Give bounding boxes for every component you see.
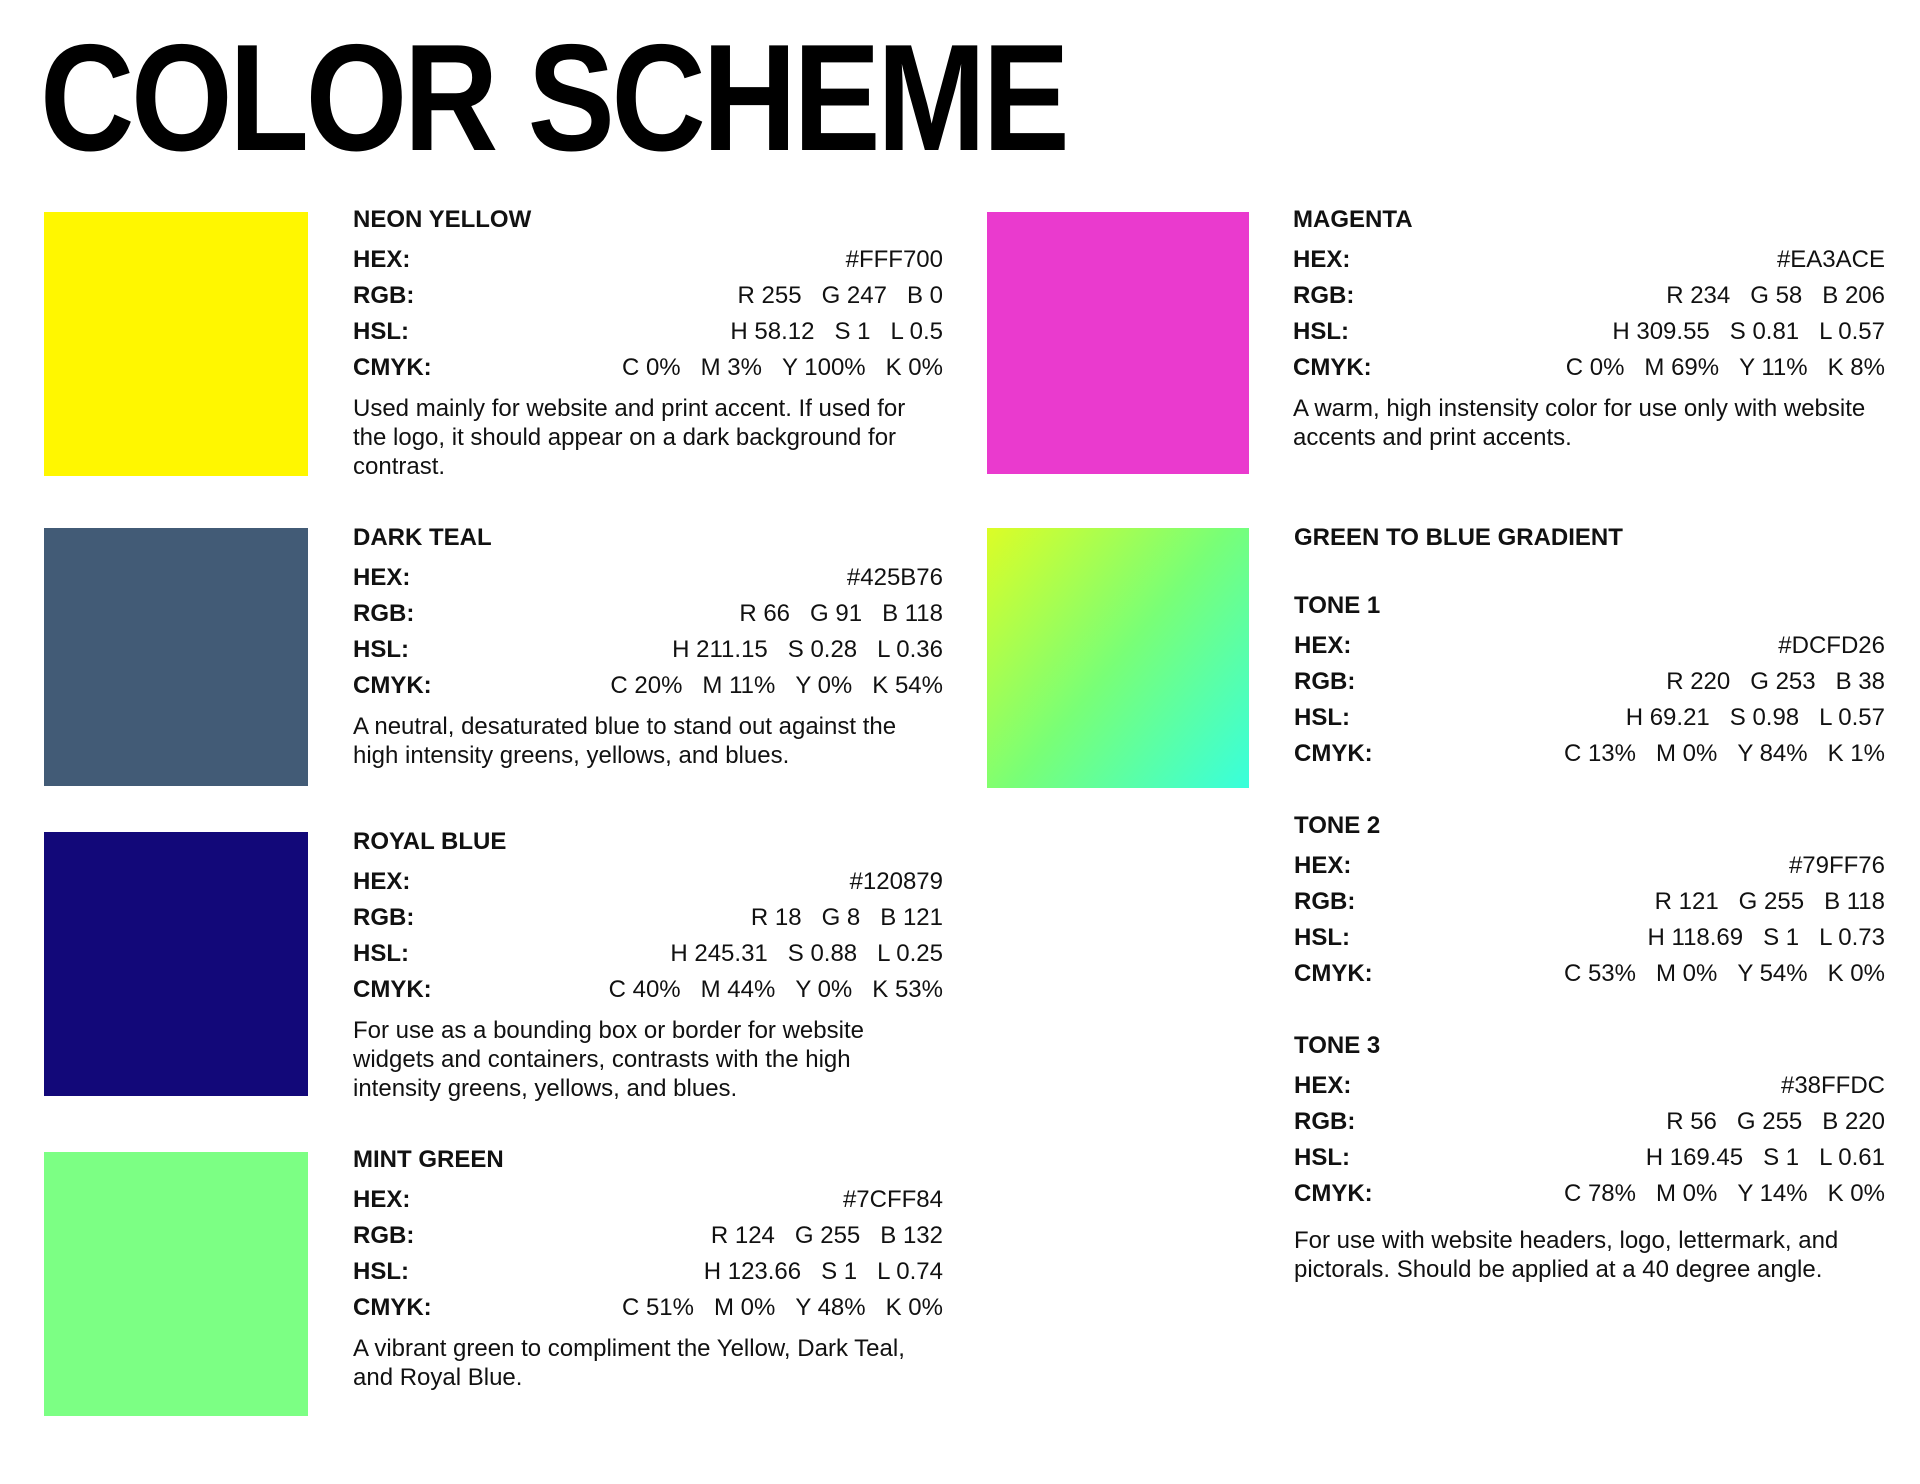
cmyk-k: K 8% xyxy=(1827,354,1885,381)
hsl-l: L 0.36 xyxy=(877,636,943,663)
hex-row xyxy=(1294,1068,1885,1104)
cmyk-m: M 69% xyxy=(1644,354,1720,381)
cmyk-k: K 1% xyxy=(1827,740,1885,767)
hex-label: HEX: xyxy=(1293,246,1351,273)
cmyk-m: M 44% xyxy=(700,976,776,1003)
hex-value: #120879 xyxy=(849,868,943,895)
cmyk-m: M 11% xyxy=(702,672,776,699)
cmyk-k: K 53% xyxy=(872,976,943,1003)
neon-yellow-swatch xyxy=(44,212,308,476)
rgb-label: RGB: xyxy=(1294,1108,1356,1135)
neon-yellow-info xyxy=(353,206,943,481)
rgb-r: R 124 xyxy=(710,1222,775,1249)
rgb-r: R 56 xyxy=(1666,1108,1717,1135)
hex-row xyxy=(353,864,943,900)
mint-green-info xyxy=(353,1146,943,1392)
hsl-row xyxy=(1294,920,1885,956)
rgb-row xyxy=(353,1218,943,1254)
cmyk-c: C 0% xyxy=(1565,354,1625,381)
rgb-g: G 253 xyxy=(1750,668,1816,695)
rgb-r: R 121 xyxy=(1654,888,1719,915)
color-description: A neutral, desaturated blue to stand out against the high intensity greens, yellows, and blues. xyxy=(353,713,897,769)
hsl-s: S 1 xyxy=(834,318,871,345)
rgb-row xyxy=(353,596,943,632)
hex-row xyxy=(1294,848,1885,884)
cmyk-c: C 40% xyxy=(608,976,681,1003)
hex-row xyxy=(353,560,943,596)
rgb-g: G 8 xyxy=(821,904,861,931)
hex-value: #7CFF84 xyxy=(842,1186,943,1213)
color-name: ROYAL BLUE xyxy=(353,828,507,855)
cmyk-row xyxy=(353,1290,943,1326)
gradient-description: For use with website headers, logo, lettermark, and pictorals. Should be applied at a 40 degree angle. xyxy=(1294,1227,1839,1283)
hex-row xyxy=(1294,628,1885,664)
hsl-label: HSL: xyxy=(1294,1144,1350,1171)
rgb-b: B 206 xyxy=(1822,282,1885,309)
cmyk-row xyxy=(353,972,943,1008)
rgb-r: R 66 xyxy=(739,600,791,627)
rgb-row xyxy=(353,900,943,936)
hsl-label: HSL: xyxy=(1293,318,1349,345)
hex-label: HEX: xyxy=(353,1186,411,1213)
magenta-info xyxy=(1293,206,1885,452)
hsl-h: H 211.15 xyxy=(672,636,768,663)
rgb-label: RGB: xyxy=(353,1222,415,1249)
hsl-row xyxy=(1294,1140,1885,1176)
hex-row xyxy=(1293,242,1885,278)
tone-name: TONE 1 xyxy=(1294,592,1381,619)
cmyk-k: K 54% xyxy=(872,672,943,699)
color-description: For use as a bounding box or border for website widgets and containers, contrasts with the high intensity greens, yellows, and blues. xyxy=(353,1017,864,1102)
magenta-swatch xyxy=(987,212,1249,474)
cmyk-m: M 0% xyxy=(713,1294,776,1321)
hex-label: HEX: xyxy=(353,868,411,895)
cmyk-row xyxy=(353,668,943,704)
hsl-row xyxy=(1293,314,1885,350)
cmyk-label: CMYK: xyxy=(353,354,432,381)
hsl-label: HSL: xyxy=(1294,924,1350,951)
hsl-h: H 245.31 xyxy=(670,940,768,967)
cmyk-c: C 51% xyxy=(621,1294,694,1321)
rgb-g: G 247 xyxy=(821,282,887,309)
cmyk-label: CMYK: xyxy=(1294,740,1373,767)
cmyk-y: Y 48% xyxy=(795,1294,866,1321)
rgb-r: R 234 xyxy=(1666,282,1731,309)
hsl-h: H 169.45 xyxy=(1645,1144,1744,1171)
hsl-h: H 118.69 xyxy=(1647,924,1744,951)
hsl-s: S 0.98 xyxy=(1729,704,1800,731)
cmyk-label: CMYK: xyxy=(1294,1180,1373,1207)
cmyk-c: C 0% xyxy=(621,354,681,381)
cmyk-row xyxy=(353,350,943,386)
rgb-g: G 255 xyxy=(1736,1108,1803,1135)
tone-3 xyxy=(1294,1032,1885,1212)
hex-value: #38FFDC xyxy=(1780,1072,1885,1099)
cmyk-k: K 0% xyxy=(1827,1180,1885,1207)
cmyk-y: Y 54% xyxy=(1737,960,1808,987)
cmyk-label: CMYK: xyxy=(1294,960,1373,987)
page-title: COLOR SCHEME xyxy=(40,13,1067,183)
rgb-g: G 255 xyxy=(794,1222,861,1249)
cmyk-y: Y 11% xyxy=(1739,354,1808,381)
mint-green-swatch xyxy=(44,1152,308,1416)
hsl-label: HSL: xyxy=(1294,704,1350,731)
cmyk-label: CMYK: xyxy=(353,1294,432,1321)
color-name: MINT GREEN xyxy=(353,1146,504,1173)
tone-name: TONE 3 xyxy=(1294,1032,1381,1059)
hsl-l: L 0.61 xyxy=(1819,1144,1885,1171)
cmyk-label: CMYK: xyxy=(353,976,432,1003)
hsl-h: H 309.55 xyxy=(1612,318,1710,345)
cmyk-y: Y 84% xyxy=(1737,740,1808,767)
cmyk-k: K 0% xyxy=(1827,960,1885,987)
hsl-s: S 1 xyxy=(1763,1144,1800,1171)
rgb-b: B 118 xyxy=(1824,888,1885,915)
rgb-b: B 121 xyxy=(880,904,943,931)
hsl-h: H 58.12 xyxy=(730,318,815,345)
color-name: DARK TEAL xyxy=(353,524,492,551)
hex-value: #DCFD26 xyxy=(1778,632,1885,659)
hsl-l: L 0.25 xyxy=(877,940,943,967)
color-name: MAGENTA xyxy=(1293,206,1413,233)
hex-label: HEX: xyxy=(353,246,411,273)
hex-label: HEX: xyxy=(1294,632,1352,659)
cmyk-label: CMYK: xyxy=(353,672,432,699)
hex-value: #425B76 xyxy=(846,564,943,591)
hsl-s: S 0.81 xyxy=(1729,318,1800,345)
hsl-l: L 0.57 xyxy=(1819,318,1885,345)
rgb-row xyxy=(1294,884,1885,920)
hsl-row xyxy=(353,1254,943,1290)
hsl-s: S 0.88 xyxy=(787,940,858,967)
rgb-row xyxy=(1294,664,1885,700)
hsl-label: HSL: xyxy=(353,636,409,663)
gradient-title: GREEN TO BLUE GRADIENT xyxy=(1294,524,1623,551)
hex-value: #EA3ACE xyxy=(1776,246,1885,273)
hsl-label: HSL: xyxy=(353,318,409,345)
hex-row xyxy=(353,1182,943,1218)
rgb-g: G 91 xyxy=(810,600,863,627)
cmyk-c: C 78% xyxy=(1563,1180,1636,1207)
cmyk-label: CMYK: xyxy=(1293,354,1372,381)
rgb-r: R 255 xyxy=(737,282,802,309)
hex-value: #79FF76 xyxy=(1788,852,1885,879)
hex-label: HEX: xyxy=(1294,852,1352,879)
dark-teal-swatch xyxy=(44,528,308,786)
rgb-b: B 220 xyxy=(1822,1108,1885,1135)
cmyk-m: M 0% xyxy=(1655,960,1718,987)
cmyk-m: M 0% xyxy=(1655,1180,1718,1207)
gradient-info xyxy=(1294,524,1885,1284)
color-description: A vibrant green to compliment the Yellow, Dark Teal, and Royal Blue. xyxy=(353,1335,905,1391)
cmyk-c: C 53% xyxy=(1563,960,1636,987)
rgb-g: G 255 xyxy=(1738,888,1805,915)
hsl-row xyxy=(353,314,943,350)
rgb-r: R 18 xyxy=(750,904,802,931)
cmyk-m: M 3% xyxy=(700,354,762,381)
cmyk-c: C 13% xyxy=(1563,740,1636,767)
cmyk-row xyxy=(1294,736,1885,772)
hsl-label: HSL: xyxy=(353,940,409,967)
hsl-l: L 0.73 xyxy=(1819,924,1885,951)
dark-teal-info xyxy=(353,524,943,770)
cmyk-row xyxy=(1293,350,1885,386)
hsl-label: HSL: xyxy=(353,1258,409,1285)
hsl-l: L 0.5 xyxy=(890,318,943,345)
hsl-s: S 1 xyxy=(1763,924,1800,951)
cmyk-m: M 0% xyxy=(1655,740,1718,767)
tone-name: TONE 2 xyxy=(1294,812,1381,839)
rgb-label: RGB: xyxy=(353,282,415,309)
cmyk-y: Y 100% xyxy=(782,354,866,381)
tone-2 xyxy=(1294,812,1885,992)
cmyk-row xyxy=(1294,1176,1885,1212)
gradient-swatch xyxy=(987,528,1249,788)
cmyk-k: K 0% xyxy=(885,354,943,381)
rgb-label: RGB: xyxy=(353,600,415,627)
hex-label: HEX: xyxy=(353,564,411,591)
hsl-h: H 69.21 xyxy=(1625,704,1710,731)
cmyk-row xyxy=(1294,956,1885,992)
hsl-l: L 0.57 xyxy=(1819,704,1885,731)
rgb-b: B 38 xyxy=(1835,668,1885,695)
cmyk-k: K 0% xyxy=(885,1294,943,1321)
cmyk-y: Y 0% xyxy=(795,672,853,699)
cmyk-y: Y 0% xyxy=(795,976,853,1003)
hsl-row xyxy=(1294,700,1885,736)
rgb-label: RGB: xyxy=(353,904,415,931)
rgb-row xyxy=(353,278,943,314)
tone-1 xyxy=(1294,592,1885,772)
hex-row xyxy=(353,242,943,278)
hex-value: #FFF700 xyxy=(845,246,943,273)
hsl-row xyxy=(353,936,943,972)
hsl-s: S 0.28 xyxy=(787,636,858,663)
hex-label: HEX: xyxy=(1294,1072,1352,1099)
rgb-r: R 220 xyxy=(1666,668,1731,695)
cmyk-c: C 20% xyxy=(610,672,683,699)
rgb-row xyxy=(1294,1104,1885,1140)
hsl-s: S 1 xyxy=(821,1258,858,1285)
royal-blue-swatch xyxy=(44,832,308,1096)
cmyk-y: Y 14% xyxy=(1737,1180,1808,1207)
rgb-label: RGB: xyxy=(1294,668,1356,695)
rgb-b: B 0 xyxy=(906,282,943,309)
rgb-row xyxy=(1293,278,1885,314)
hsl-h: H 123.66 xyxy=(703,1258,802,1285)
color-name: NEON YELLOW xyxy=(353,206,532,233)
royal-blue-info xyxy=(353,828,943,1103)
rgb-b: B 132 xyxy=(880,1222,943,1249)
rgb-g: G 58 xyxy=(1750,282,1803,309)
hsl-l: L 0.74 xyxy=(877,1258,943,1285)
rgb-label: RGB: xyxy=(1294,888,1356,915)
color-description: Used mainly for website and print accent. If used for the logo, it should appear on a dark background for contrast. xyxy=(353,395,906,480)
rgb-b: B 118 xyxy=(882,600,943,627)
rgb-label: RGB: xyxy=(1293,282,1355,309)
color-description: A warm, high instensity color for use only with website accents and print accents. xyxy=(1293,395,1866,451)
hsl-row xyxy=(353,632,943,668)
